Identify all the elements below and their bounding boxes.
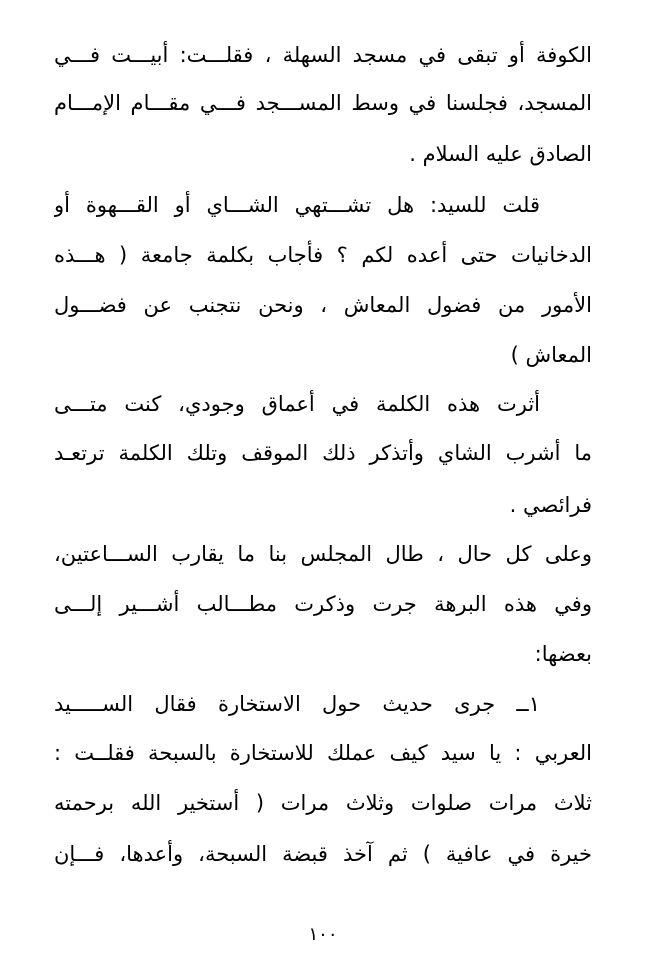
text-line-14: ١ــ جرى حديث حول الاستخارة فقال الســـــيد xyxy=(54,692,540,716)
text-line-3: الصادق عليه السلام . xyxy=(409,142,592,166)
text-line-15: العربي : يا سيد كيف عملك للاستخارة بالسبحة فقلــت : xyxy=(54,741,592,765)
text-line-16: ثلاث مرات صلوات وثلاث مرات ( أستخير الله برحمته xyxy=(54,791,592,815)
text-line-9: ما أشرب الشاي وأتذكر ذلك الموقف وتلك الكلمة ترتعـد xyxy=(54,441,592,465)
text-line-1: الكوفة أو تبقى في مسجد السهلة ، فقلـــت: أبيـــت فـــي xyxy=(54,43,592,67)
text-line-7: المعاش ) xyxy=(510,343,592,367)
text-line-10: فرائصي . xyxy=(509,493,592,517)
page-number: ١٠٠ xyxy=(308,924,338,945)
text-line-13: بعضها: xyxy=(534,642,592,666)
text-line-5: الدخانيات حتى أعده لكم ؟ فأجاب بكلمة جامعة ( هـــذه xyxy=(54,243,592,267)
text-line-17: خيرة في عافية ) ثم آخذ قبضة السبحة، وأعدها، فـــإن xyxy=(54,842,592,866)
text-line-4: قلت للسيد: هل تشـــتهي الشـــاي أو القـــهوة أو xyxy=(54,193,540,217)
text-line-6: الأمور من فضول المعاش ، ونحن نتجنب عن فضـــول xyxy=(54,293,592,317)
text-line-12: وفي هذه البرهة جرت وذكرت مطـــالب أشـــير إلـــى xyxy=(54,592,592,616)
text-line-2: المسجد، فجلسنا في وسط المســـجد فـــي مقـــام الإمـــام xyxy=(54,91,592,115)
text-line-8: أثرت هذه الكلمة في أعماق وجودي، كنت متـــى xyxy=(54,392,540,416)
text-line-11: وعلى كل حال ، طال المجلس بنا ما يقارب الســـاعتين، xyxy=(54,542,592,566)
